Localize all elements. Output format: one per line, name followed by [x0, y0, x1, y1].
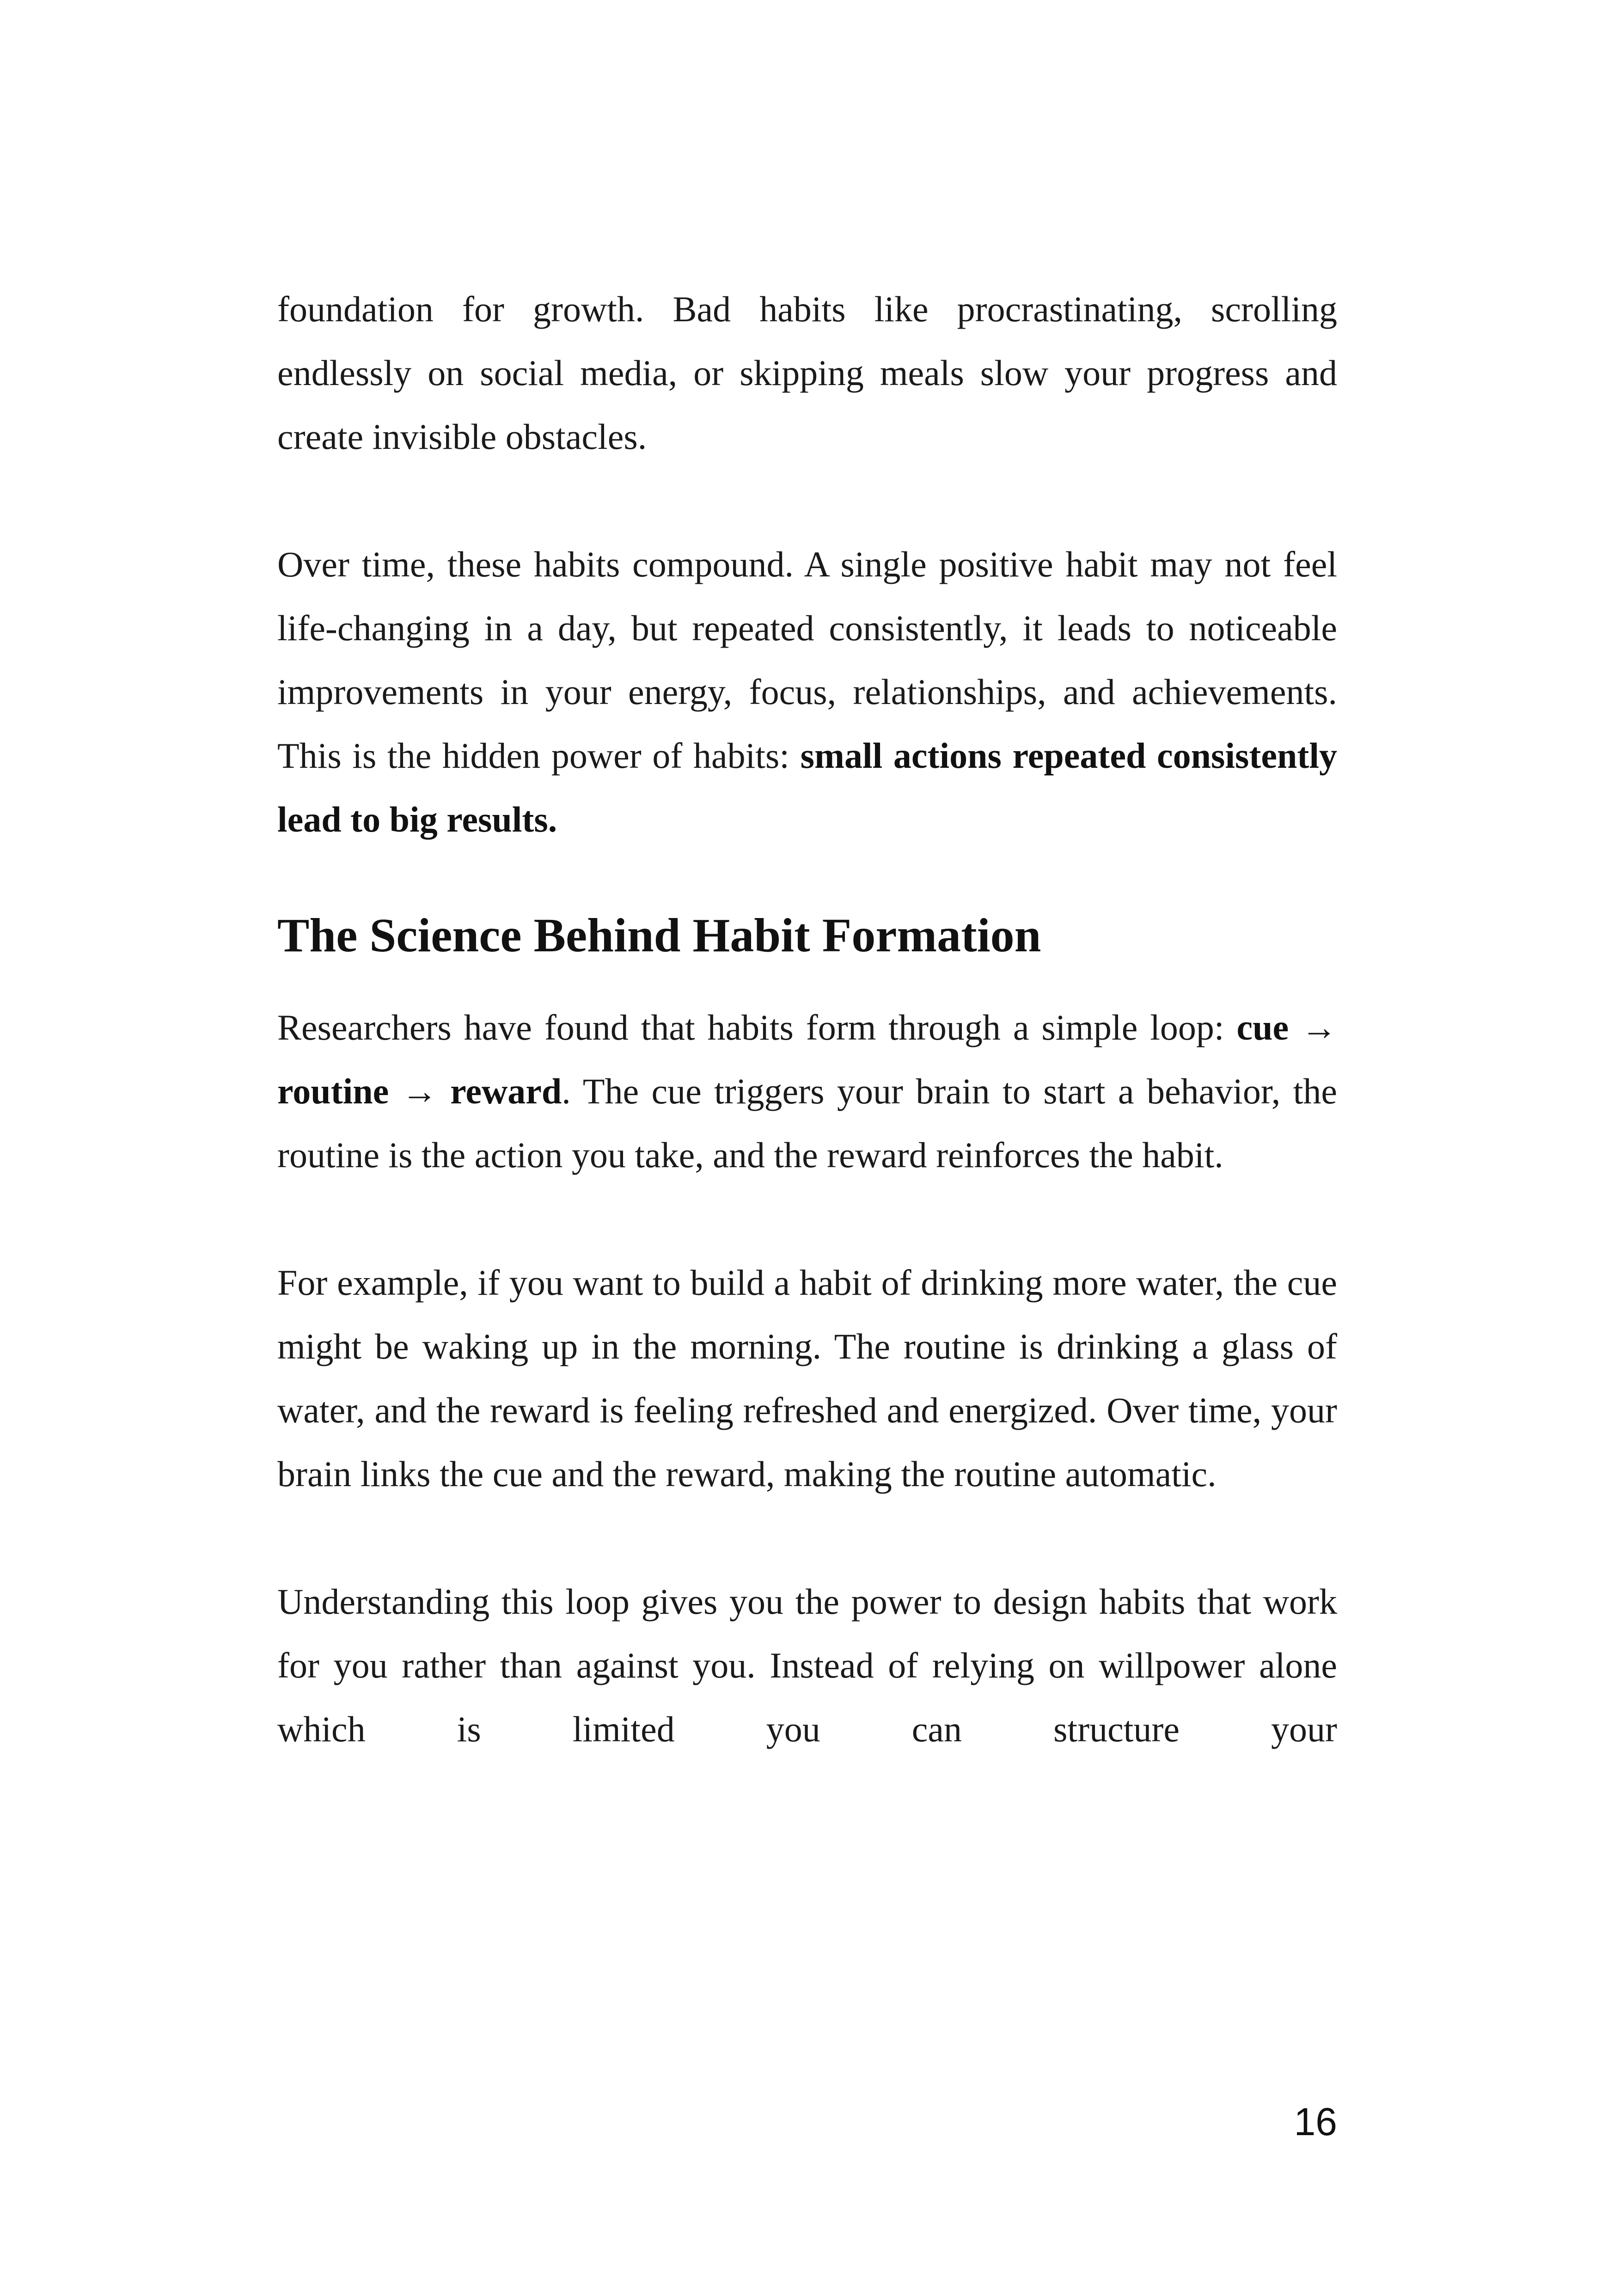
paragraph-1: foundation for growth. Bad habits like procrastinating, scrolling endlessly on social media, or skipping meals slow your progress and create invisible obstacles.	[277, 289, 1337, 457]
habit-loop-text: cue → routine → reward	[277, 1007, 1338, 1111]
paragraph-3-lead: Researchers have found that habits form through a simple loop:	[277, 1007, 1237, 1047]
paragraph-3-rest: . The cue triggers your brain to start a behavior, the routine is the action you take, and the reward reinforces the habit.	[277, 1071, 1337, 1175]
paragraph-gap	[277, 469, 1337, 533]
paragraph-2	[277, 533, 1337, 851]
page-number: 16	[1294, 2100, 1337, 2143]
paragraph-2-text: Over time, these habits compound. A single positive habit may not feel life-changing in a day, but repeated consistently, it leads to noticeable improvements in your energy, focus, relationships, and achievements. This is the hidden power of habits:	[277, 544, 1337, 776]
paragraph-2-bold: small actions repeated consistently lead to big results.	[277, 735, 1337, 839]
paragraph-3	[277, 996, 1337, 1187]
page-body	[277, 277, 1337, 1761]
paragraph-4: For example, if you want to build a habit of drinking more water, the cue might be waking up in the morning. The routine is drinking a glass of water, and the reward is feeling refreshed and energized. Over time, your brain links the cue and the reward, making the routine automatic.	[277, 1262, 1337, 1494]
section-heading: The Science Behind Habit Formation	[277, 909, 1041, 962]
paragraph-5: Understanding this loop gives you the power to design habits that work for you rather than against you. Instead of relying on willpower alone which is limited you can structure your	[277, 1581, 1337, 1749]
paragraph-gap	[277, 1506, 1337, 1570]
paragraph-gap	[277, 1187, 1337, 1251]
